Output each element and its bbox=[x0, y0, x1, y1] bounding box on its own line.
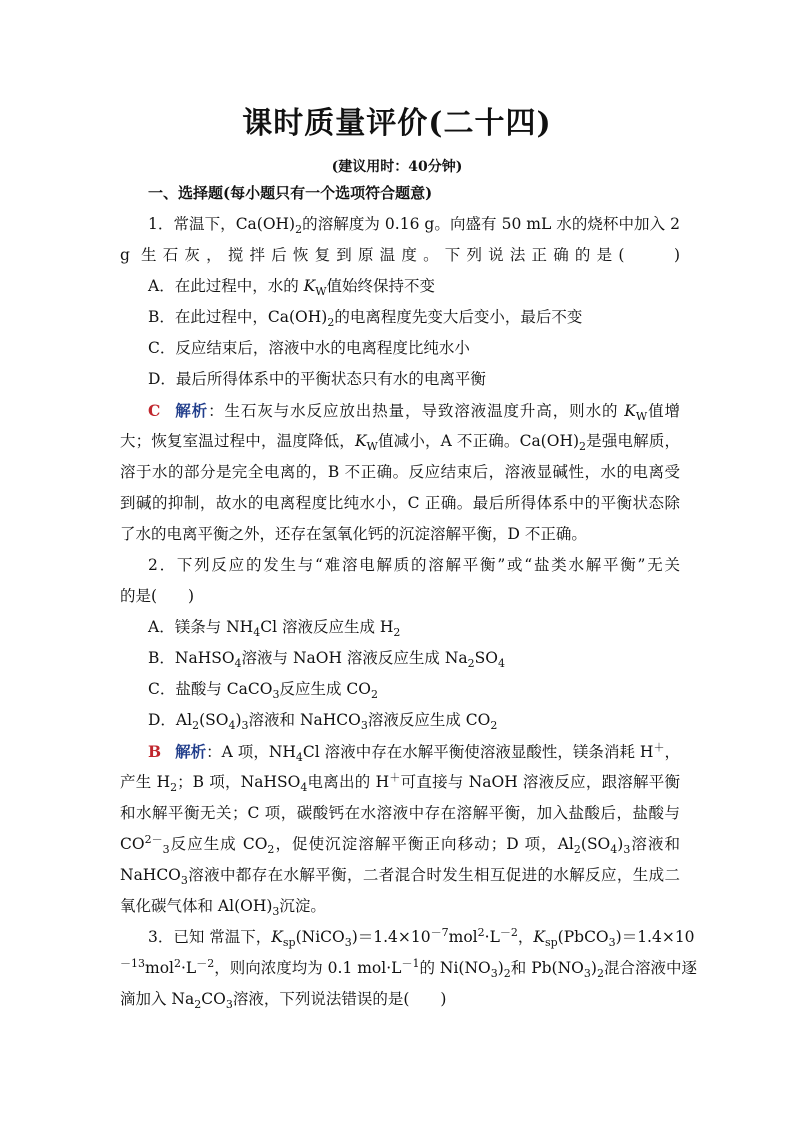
q2-stem-line1: 2．下列反应的发生与“难溶电解质的溶解平衡”或“盐类水解平衡”无关 bbox=[148, 556, 680, 574]
q1-stem-line2: g 生石灰，搅拌后恢复到原温度。下列说法正确的是( ) bbox=[120, 246, 680, 264]
q1-analysis-line3: 溶于水的部分是完全电离的，B 不正确。反应结束后，溶液显碱性，水的电离受 bbox=[120, 463, 680, 481]
section-heading: 一、选择题(每小题只有一个选项符合题意) bbox=[148, 184, 433, 202]
q3-stem-line1: 3．已知 常温下，$K_{sp}(NiCO_3)=1.4\times 10^{-7}mol^2\cdot L^{-2}$，$K_{sp}(PbCO_3)=1.4\times 10$ bbox=[148, 925, 695, 950]
q1-analysis-line1: C 解析：生石灰与水反应放出热量，导致溶液温度升高，则水的 $K_W$值增 bbox=[148, 401, 680, 424]
page-title: 课时质量评价(二十四) bbox=[242, 106, 552, 141]
q1-option-c[interactable]: C．反应结束后，溶液中水的电离程度比纯水小 bbox=[148, 339, 470, 357]
q1-answer: C bbox=[148, 401, 161, 420]
q2-option-d[interactable]: D．$Al_2(SO_4)_3$溶液和 NaHCO$_3$溶液反应生成 $CO_2$ bbox=[148, 711, 498, 733]
suggested-time: (建议用时：40分钟) bbox=[331, 159, 463, 175]
q2-analysis-line2: 产生 $H_2$；B 项，NaHSO$_4$电离出的 H＋可直接与 NaOH 溶液反应，跟溶解平衡 bbox=[120, 770, 681, 795]
q2-analysis-line5: NaHCO$_3$溶液中都存在水解平衡，二者混合时发生相互促进的水解反应，生成二 bbox=[120, 866, 680, 888]
q2-analysis-line6: 氧化碳气体和 $Al(OH)_3$沉淀。 bbox=[120, 897, 326, 919]
q2-analysis-line4: $CO^{2-}_3$反应生成 $CO_2$，促使沉淀溶解平衡正向移动；D 项，$Al_2(SO_4)_3$溶液和 bbox=[120, 832, 680, 857]
q1-stem-line1: 1．常温下，$Ca(OH)_2$的溶解度为 0.16 g。向盛有 50 mL 水的烧杯中加入 2 bbox=[148, 215, 680, 237]
q3-stem-line3: 滴加入 $Na_2CO_3$溶液，下列说法错误的是( ) bbox=[120, 990, 447, 1012]
q1-analysis-line2: 大；恢复室温过程中，温度降低，$K_W$值减小，A 不正确。$Ca(OH)_2$是强电解质， bbox=[120, 432, 680, 454]
q1-option-a[interactable]: A．在此过程中，水的 $K_W$值始终保持不变 bbox=[148, 277, 436, 299]
q3-stem-line2: $^{-13}mol^2\cdot L^{-2}$，则向浓度均为 0.1 $mol\cdot L^{-1}$的 $Ni(NO_3)_2$和 $Pb(NO_3)_2$混合溶液中逐 bbox=[120, 956, 697, 981]
q2-analysis-line1: B 解析：A 项，$NH_4Cl$ 溶液中存在水解平衡使溶液显酸性，镁条消耗 H＋， bbox=[148, 740, 680, 765]
q1-analysis-line4: 到碱的抑制，故水的电离程度比纯水小，C 正确。最后所得体系中的平衡状态除 bbox=[120, 494, 680, 512]
q2-stem-line2: 的是( ) bbox=[120, 587, 195, 605]
q2-option-b[interactable]: B．NaHSO$_4$溶液与 NaOH 溶液反应生成 $Na_2SO_4$ bbox=[148, 649, 505, 671]
q1-analysis-line5: 了水的电离平衡之外，还存在氢氧化钙的沉淀溶解平衡，D 不正确。 bbox=[120, 525, 587, 543]
q2-answer: B bbox=[148, 742, 162, 761]
q2-option-c[interactable]: C．盐酸与 CaCO$_3$反应生成 $CO_2$ bbox=[148, 680, 378, 702]
q2-option-a[interactable]: A．镁条与 $NH_4Cl$ 溶液反应生成 $H_2$ bbox=[148, 618, 401, 640]
content bbox=[120, 178, 697, 1015]
q2-analysis-label: 解析 bbox=[175, 742, 207, 761]
q2-analysis-line3: 和水解平衡无关；C 项，碳酸钙在水溶液中存在溶解平衡，加入盐酸后，盐酸与 bbox=[120, 804, 680, 822]
q1-analysis-label: 解析 bbox=[174, 401, 209, 420]
q1-option-d[interactable]: D．最后所得体系中的平衡状态只有水的电离平衡 bbox=[148, 370, 486, 388]
q1-option-b[interactable]: B．在此过程中，$Ca(OH)_2$的电离程度先变大后变小，最后不变 bbox=[148, 308, 583, 330]
